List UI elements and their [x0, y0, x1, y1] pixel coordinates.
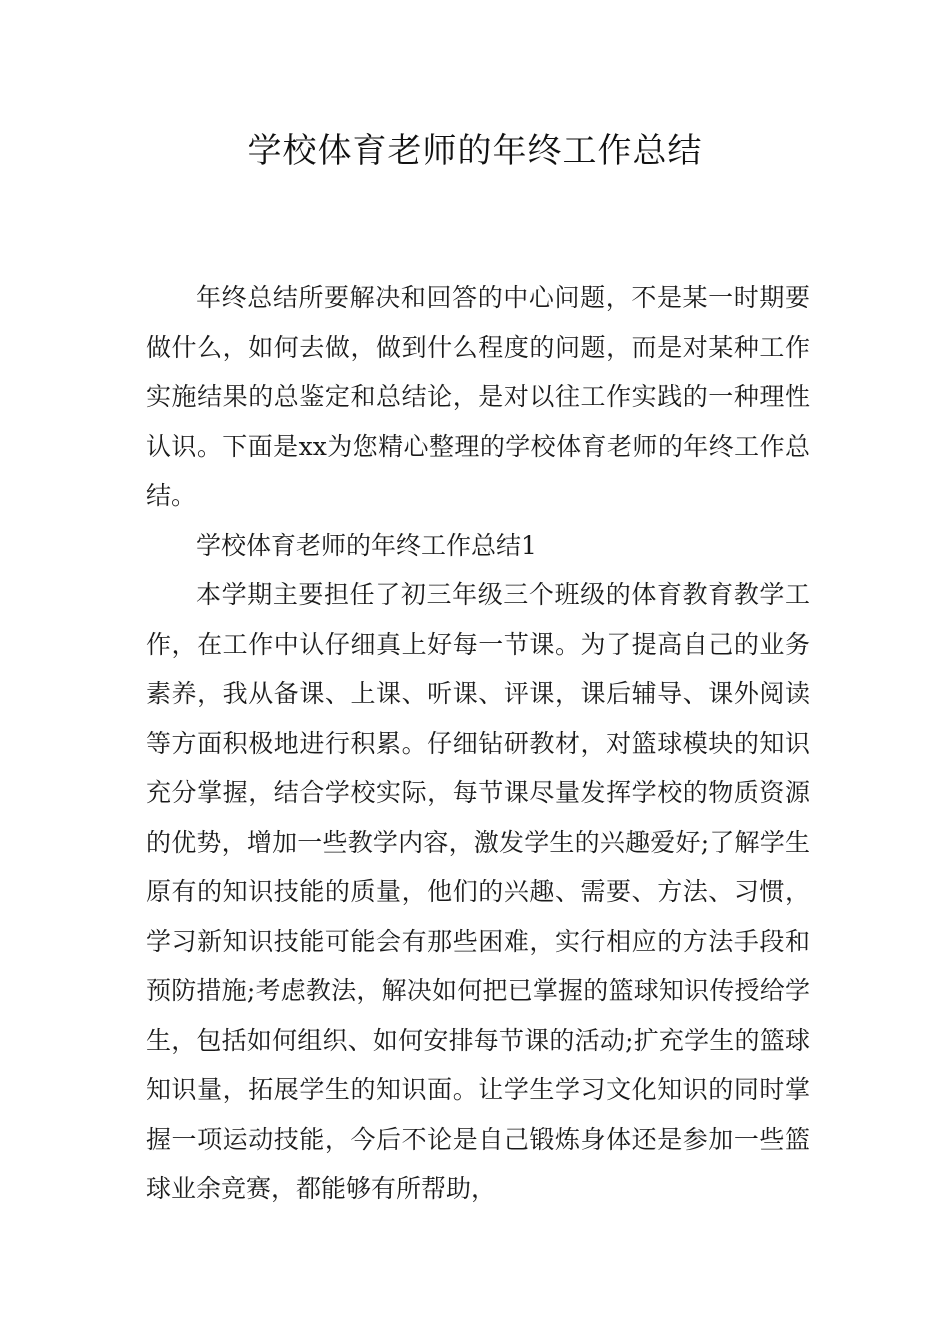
document-body	[146, 273, 810, 1214]
intro-paragraph: 年终总结所要解决和回答的中心问题，不是某一时期要做什么，如何去做，做到什么程度的问题，而是对某种工作实施结果的总鉴定和总结论，是对以往工作实践的一种理性认识。下面是xx为您精心整理的学校体育老师的年终工作总结。	[146, 283, 810, 510]
section-paragraph: 本学期主要担任了初三年级三个班级的体育教育教学工作，在工作中认仔细真上好每一节课。为了提高自己的业务素养，我从备课、上课、听课、评课，课后辅导、课外阅读等方面积极地进行积累。仔细钻研教材，对篮球模块的知识充分掌握，结合学校实际，每节课尽量发挥学校的物质资源的优势，增加一些教学内容，激发学生的兴趣爱好;了解学生原有的知识技能的质量，他们的兴趣、需要、方法、习惯，学习新知识技能可能会有那些困难，实行相应的方法手段和预防措施;考虑教法，解决如何把已掌握的篮球知识传授给学生，包括如何组织、如何安排每节课的活动;扩充学生的篮球知识量，拓展学生的知识面。让学生学习文化知识的同时掌握一项运动技能，今后不论是自己锻炼身体还是参加一些篮球业余竞赛，都能够有所帮助，	[146, 580, 810, 1203]
document-title: 学校体育老师的年终工作总结	[247, 131, 703, 171]
section-heading: 学校体育老师的年终工作总结1	[196, 530, 537, 560]
